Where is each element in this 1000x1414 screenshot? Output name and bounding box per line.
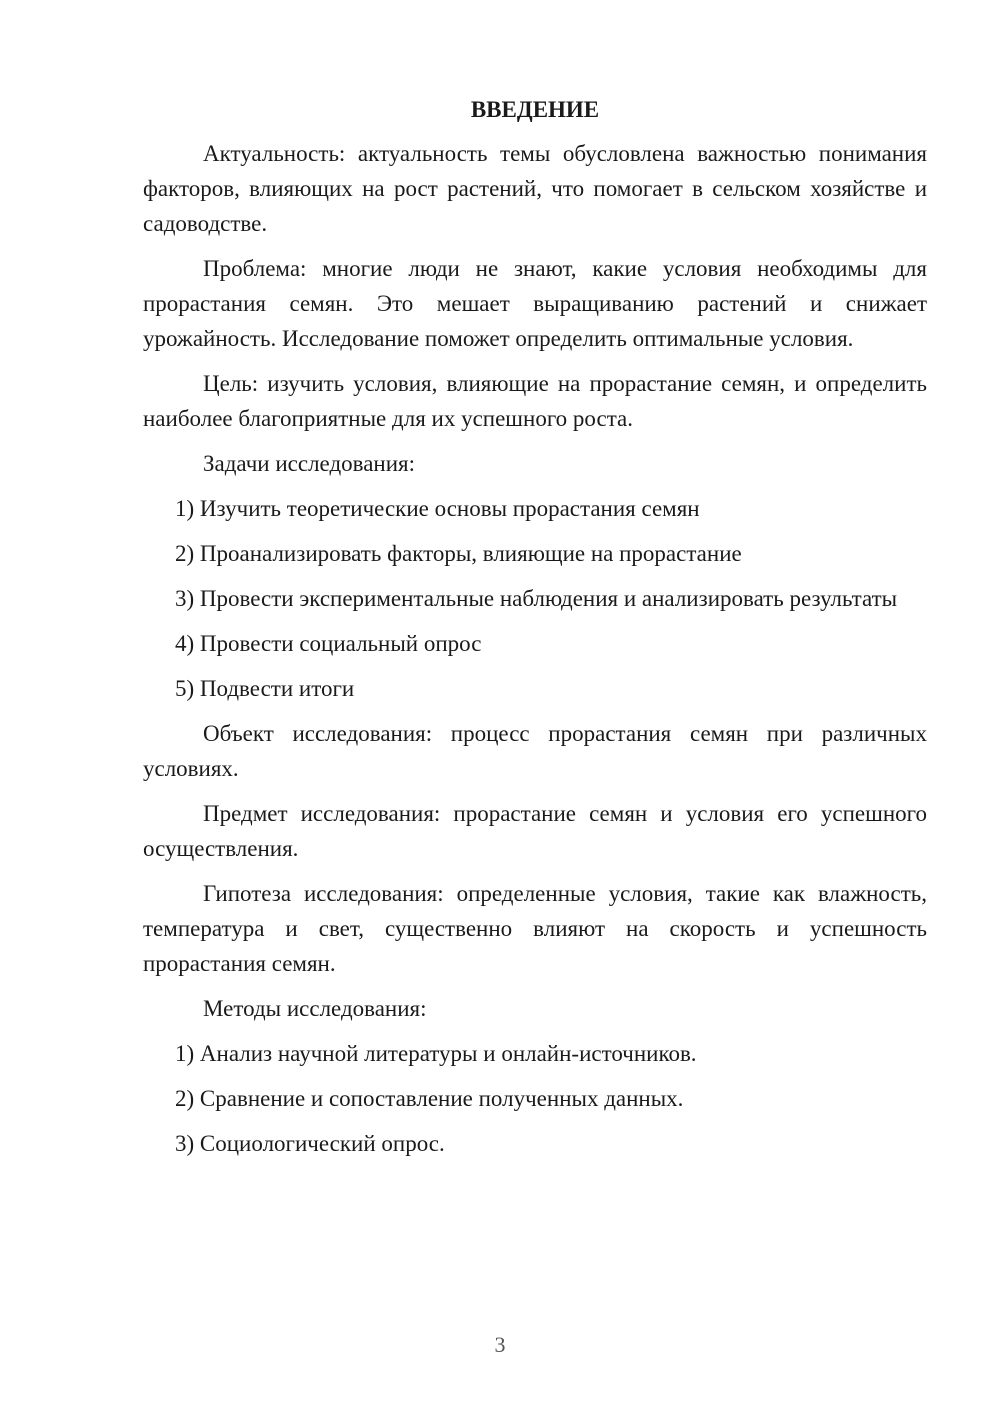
paragraph-relevance: Актуальность: актуальность темы обусловлена важностью понимания факторов, влияющих на рост растений, что помогает в сельском хозяйстве и садоводстве. — [143, 141, 927, 236]
page-number: 3 — [494, 1332, 506, 1357]
paragraph-object: Объект исследования: процесс прорастания семян при различных условиях. — [143, 721, 927, 781]
task-item-2: 2) Проанализировать факторы, влияющие на прорастание — [175, 541, 742, 566]
paragraph-hypothesis: Гипотеза исследования: определенные условия, такие как влажность, температура и свет, существенно влияют на скорость и успешность прорастания семян. — [143, 881, 927, 976]
paragraph-subject: Предмет исследования: прорастание семян и условия его успешного осуществления. — [143, 801, 927, 861]
paragraph-problem: Проблема: многие люди не знают, какие условия необходимы для прорастания семян. Это мешает выращиванию растений и снижает урожайность. Исследование поможет определить оптимальные условия. — [143, 256, 927, 351]
method-item-2: 2) Сравнение и сопоставление полученных данных. — [175, 1086, 684, 1111]
document-page — [143, 92, 927, 1171]
task-item-1: 1) Изучить теоретические основы прорастания семян — [175, 496, 700, 521]
method-item-3: 3) Социологический опрос. — [175, 1131, 445, 1156]
task-item-5: 5) Подвести итоги — [175, 676, 355, 701]
paragraph-goal: Цель: изучить условия, влияющие на прорастание семян, и определить наиболее благоприятные для их успешного роста. — [143, 371, 927, 431]
paragraph-tasks-heading: Задачи исследования: — [203, 451, 416, 476]
paragraph-methods-heading: Методы исследования: — [203, 996, 427, 1021]
page-title: ВВЕДЕНИЕ — [470, 97, 600, 122]
task-item-4: 4) Провести социальный опрос — [175, 631, 482, 656]
task-item-3: 3) Провести экспериментальные наблюдения и анализировать результаты — [175, 586, 898, 611]
method-item-1: 1) Анализ научной литературы и онлайн-источников. — [175, 1041, 697, 1066]
